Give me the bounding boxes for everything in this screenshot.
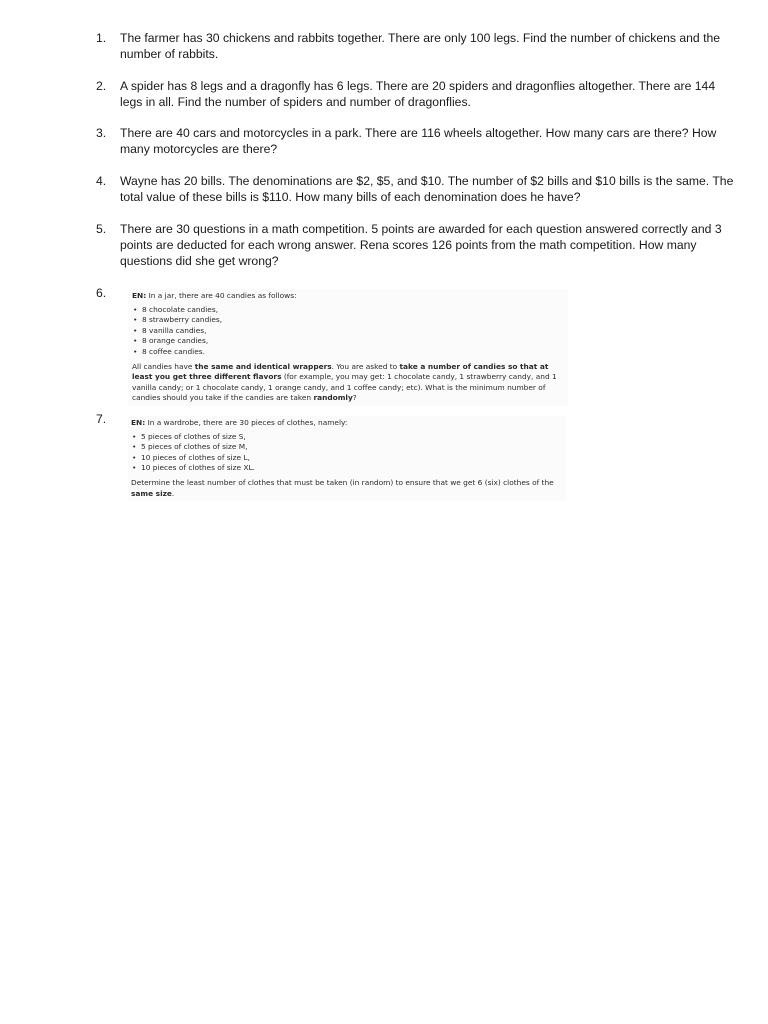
question-7-image xyxy=(128,416,566,501)
q7-paragraph: Determine the least number of clothes that must be taken (in random) to ensure that we get 6 (six) clothes of the same size. xyxy=(131,477,554,498)
list-item: • 8 orange candies, xyxy=(133,336,209,346)
q6-paragraph: All candies have the same and identical wrappers. You are asked to take a number of candies so that at least you get three different flavors (for example, you may get: 1 chocolate candy, 1 strawberry candy, and 1 vanilla candy; or 1 chocolate candy, 1 orange candy, and 1 coffee candy; etc). What is the minimum number of candies should you take if the candies are taken randomly? xyxy=(132,361,557,403)
list-item: • 8 coffee candies. xyxy=(133,346,205,356)
question-text: A spider has 8 legs and a dragonfly has 6 legs. There are 20 spiders and dragonflies altogether. There are 144 legs in all. Find the number of spiders and number of dragonflies. xyxy=(120,79,716,109)
question-number: 7. xyxy=(96,412,107,426)
q7-clothes-list xyxy=(131,432,563,474)
q6-candy-list xyxy=(132,305,564,358)
bold-text: take a number of candies so that at least you get three different flavors xyxy=(132,361,549,382)
question-number: 2. xyxy=(96,79,107,93)
bullet-icon: • xyxy=(132,463,137,473)
bullet-icon: • xyxy=(133,336,138,346)
list-item: • 8 strawberry candies, xyxy=(133,315,223,325)
q6-intro-line xyxy=(132,291,564,302)
bullet-icon: • xyxy=(133,325,138,335)
question-number: 1. xyxy=(96,31,107,45)
question-6-image xyxy=(128,289,568,406)
question-text: The farmer has 30 chickens and rabbits together. There are only 100 legs. Find the number of chickens and the number of rabbits. xyxy=(120,31,721,61)
bullet-icon: • xyxy=(133,304,138,314)
list-item: • 8 chocolate candies, xyxy=(133,304,219,314)
question-number: 6. xyxy=(96,286,107,300)
bullet-icon: • xyxy=(132,431,137,441)
bullet-icon: • xyxy=(132,442,137,452)
list-item: • 8 vanilla candies, xyxy=(133,325,207,335)
question-number: 3. xyxy=(96,126,107,140)
bold-text: randomly xyxy=(313,393,353,403)
bullet-icon: • xyxy=(133,346,138,356)
q7-intro: In a wardrobe, there are 30 pieces of clothes, namely: xyxy=(147,418,348,427)
list-item: • 10 pieces of clothes of size XL. xyxy=(132,463,255,473)
q7-intro-line xyxy=(131,418,563,429)
bold-text: the same and identical wrappers xyxy=(194,361,332,371)
question-number: 4. xyxy=(96,174,107,188)
list-item: • 5 pieces of clothes of size S, xyxy=(132,431,246,441)
q6-intro: In a jar, there are 40 candies as follows: xyxy=(148,291,297,300)
en-label: EN: xyxy=(131,418,146,427)
question-text: There are 40 cars and motorcycles in a park. There are 116 wheels altogether. How many cars are there? How many motorcycles are there? xyxy=(120,126,717,156)
bullet-icon: • xyxy=(133,315,138,325)
list-item: • 10 pieces of clothes of size L, xyxy=(132,452,250,462)
bullet-icon: • xyxy=(132,452,137,462)
en-label: EN: xyxy=(132,291,147,300)
question-text: There are 30 questions in a math competition. 5 points are awarded for each question answered correctly and 3 points are deducted for each wrong answer. Rena scores 126 points from the math competition. How many questions did she get wrong? xyxy=(120,222,722,268)
bold-text: same size xyxy=(131,488,172,498)
question-number: 5. xyxy=(96,222,107,236)
list-item: • 5 pieces of clothes of size M, xyxy=(132,442,248,452)
question-text: Wayne has 20 bills. The denominations are $2, $5, and $10. The number of $2 bills and $10 bills is the same. The total value of these bills is $110. How many bills of each denomination does he have? xyxy=(120,174,734,204)
